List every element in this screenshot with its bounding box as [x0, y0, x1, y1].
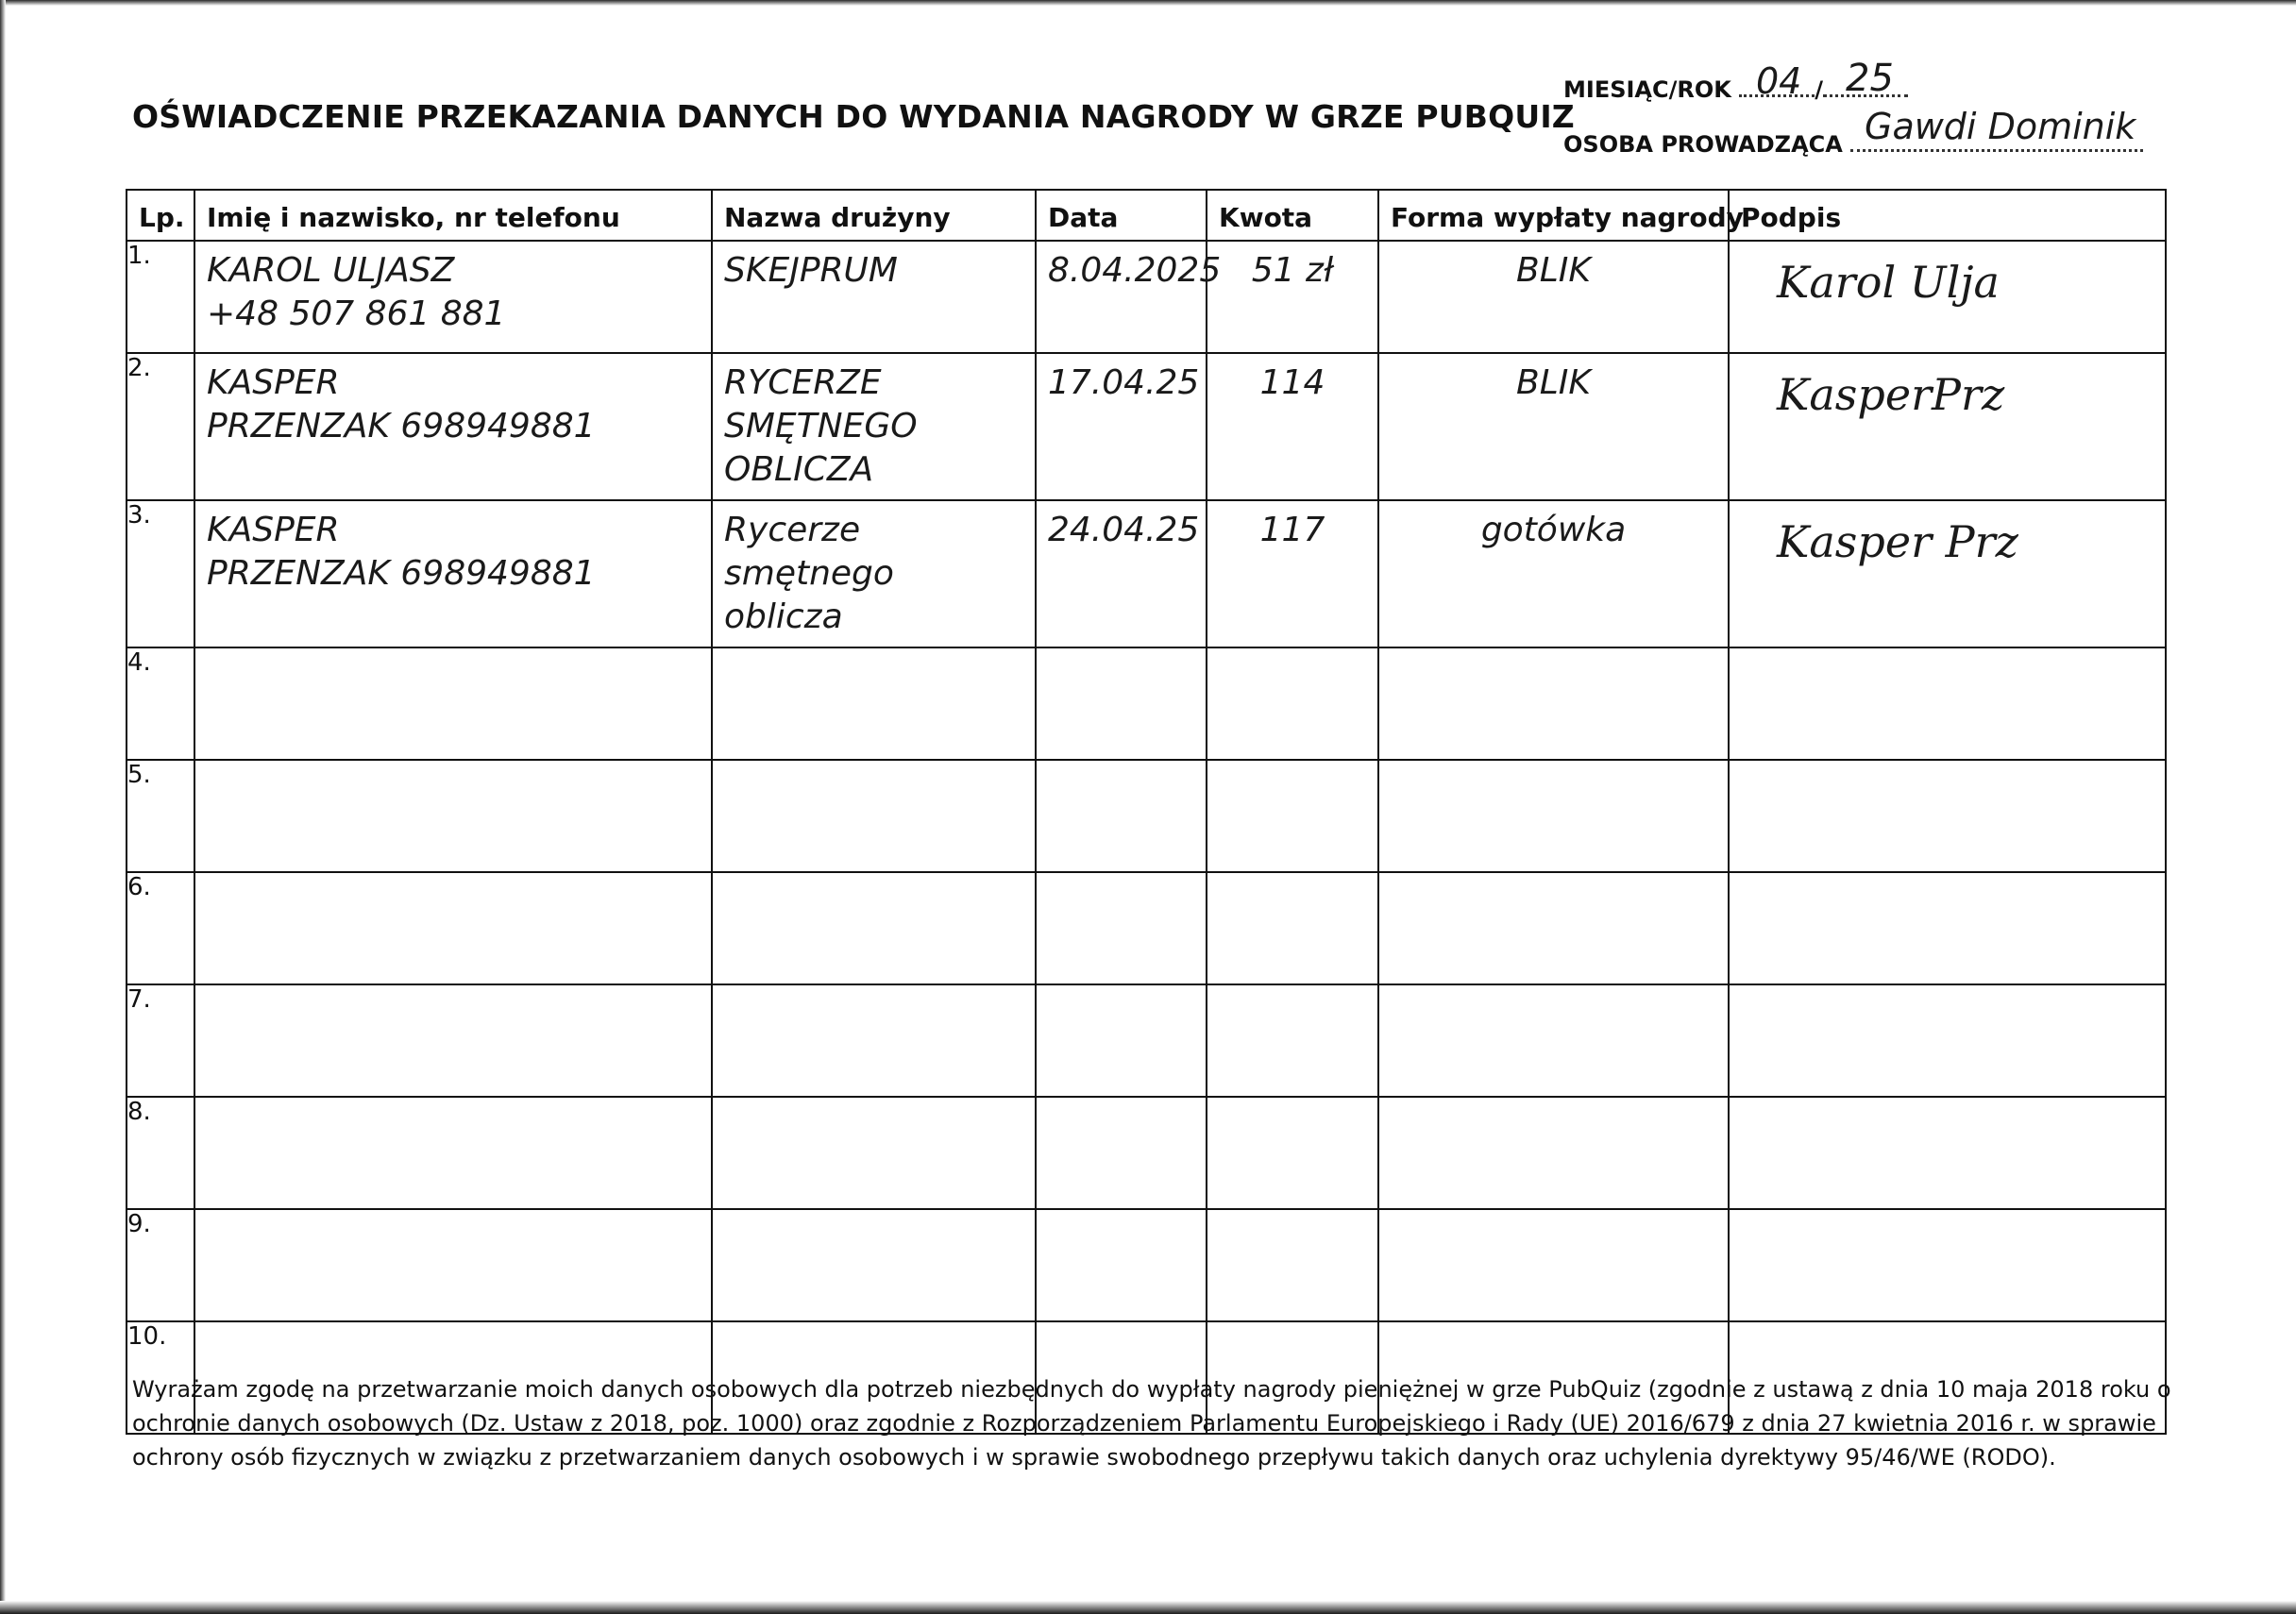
cell-amount-text [1207, 873, 1377, 888]
cell-name-phone-text: KASPER PRZENZAK 698949881 [207, 511, 596, 593]
cell-payout-method [1378, 1097, 1729, 1209]
cell-date [1036, 984, 1207, 1097]
cell-payout-method [1378, 647, 1729, 760]
cell-payout-method-text [1379, 985, 1728, 1000]
table-row [127, 872, 2166, 984]
cell-date-text: 24.04.25 [1048, 511, 1200, 549]
cell-team-text [713, 985, 1035, 1000]
cell-signature-text: Kasper Prz [1777, 516, 2018, 567]
cell-date [1036, 647, 1207, 760]
cell-name-phone-text: KASPER PRZENZAK 698949881 [207, 363, 596, 446]
header-payout-method: Forma wypłaty nagrody [1378, 190, 1729, 241]
table-row [127, 241, 2166, 353]
table-header-row [127, 190, 2166, 241]
cell-name-phone-text [195, 873, 711, 888]
cell-team-text [713, 873, 1035, 888]
cell-name-phone [194, 1097, 712, 1209]
paper-edge-left [0, 0, 6, 1614]
cell-signature [1729, 1209, 2166, 1321]
table-row [127, 353, 2166, 500]
cell-signature-text [1730, 1210, 2165, 1248]
table-row [127, 500, 2166, 647]
row-number: 5. [127, 760, 194, 872]
cell-name-phone-text [195, 648, 711, 664]
header-lp: Lp. [127, 190, 194, 241]
cell-name-phone-text [195, 1098, 711, 1113]
cell-payout-method-text: BLIK [1516, 363, 1591, 402]
cell-team [712, 241, 1036, 353]
cell-payout-method [1378, 760, 1729, 872]
cell-signature-text [1730, 648, 2165, 686]
cell-name-phone-text [195, 1322, 711, 1337]
cell-amount-text: 51 zł [1251, 251, 1334, 290]
table-row [127, 1097, 2166, 1209]
host-label: OSOBA PROWADZĄCA [1563, 131, 1843, 158]
cell-payout-method-text [1379, 1210, 1728, 1225]
cell-signature [1729, 647, 2166, 760]
header-date: Data [1036, 190, 1207, 241]
cell-payout-method [1378, 1209, 1729, 1321]
table-row [127, 984, 2166, 1097]
header-signature: Podpis [1729, 190, 2166, 241]
cell-date-text: 8.04.2025 [1048, 251, 1222, 290]
cell-payout-method-text [1379, 873, 1728, 888]
row-number: 6. [127, 872, 194, 984]
cell-amount [1207, 353, 1378, 500]
cell-team [712, 872, 1036, 984]
cell-payout-method-text: BLIK [1516, 251, 1591, 290]
header-team: Nazwa drużyny [712, 190, 1036, 241]
cell-team-text: SKEJPRUM [724, 251, 898, 290]
cell-name-phone-text [195, 761, 711, 776]
cell-amount-text [1207, 1210, 1377, 1225]
cell-amount [1207, 872, 1378, 984]
cell-amount-text [1207, 1322, 1377, 1337]
cell-name-phone [194, 647, 712, 760]
cell-amount-text [1207, 1098, 1377, 1113]
cell-signature-text [1730, 873, 2165, 911]
cell-date-text: 17.04.25 [1048, 363, 1200, 402]
cell-team [712, 353, 1036, 500]
host-handwritten: Gawdi Dominik [1865, 106, 2136, 147]
cell-payout-method [1378, 241, 1729, 353]
month-year-field: MIESIĄC/ROK / [1563, 74, 1908, 103]
cell-name-phone-text [195, 1210, 711, 1225]
cell-team [712, 1209, 1036, 1321]
cell-date [1036, 353, 1207, 500]
paper-edge-bottom [0, 1601, 2296, 1614]
cell-date-text [1037, 985, 1206, 1000]
cell-signature [1729, 500, 2166, 647]
cell-team-text: Rycerze smętnego oblicza [724, 511, 894, 636]
cell-date [1036, 1097, 1207, 1209]
header-name-phone: Imię i nazwisko, nr telefonu [194, 190, 712, 241]
cell-payout-method [1378, 984, 1729, 1097]
cell-amount-text [1207, 761, 1377, 776]
cell-team-text: RYCERZE SMĘTNEGO OBLICZA [724, 363, 918, 489]
cell-date-text [1037, 873, 1206, 888]
cell-amount [1207, 241, 1378, 353]
cell-team [712, 647, 1036, 760]
cell-amount [1207, 760, 1378, 872]
cell-payout-method-text [1379, 1098, 1728, 1113]
table-row [127, 1209, 2166, 1321]
cell-name-phone-text: KAROL ULJASZ +48 507 861 881 [207, 251, 506, 333]
cell-name-phone [194, 241, 712, 353]
cell-name-phone [194, 500, 712, 647]
cell-payout-method-text [1379, 1322, 1728, 1337]
cell-name-phone [194, 872, 712, 984]
cell-signature [1729, 760, 2166, 872]
row-number: 9. [127, 1209, 194, 1321]
cell-amount-text: 117 [1259, 511, 1325, 549]
cell-amount [1207, 1209, 1378, 1321]
cell-team [712, 984, 1036, 1097]
cell-name-phone [194, 353, 712, 500]
cell-signature [1729, 984, 2166, 1097]
cell-amount-text: 114 [1259, 363, 1325, 402]
cell-name-phone-text [195, 985, 711, 1000]
cell-payout-method [1378, 872, 1729, 984]
row-number: 3. [127, 500, 194, 647]
row-number: 4. [127, 647, 194, 760]
cell-team-text [713, 648, 1035, 664]
table-row [127, 647, 2166, 760]
cell-payout-method [1378, 500, 1729, 647]
table-row [127, 760, 2166, 872]
cell-amount [1207, 647, 1378, 760]
row-number: 2. [127, 353, 194, 500]
paper-edge-top [0, 0, 2296, 6]
month-handwritten: 04 [1756, 60, 1802, 102]
cell-date [1036, 760, 1207, 872]
cell-team [712, 500, 1036, 647]
cell-signature-text: Karol Ulja [1777, 257, 2000, 308]
cell-signature-text [1730, 1098, 2165, 1135]
cell-amount-text [1207, 985, 1377, 1000]
cell-team [712, 760, 1036, 872]
prize-table [126, 189, 2167, 1435]
header-amount: Kwota [1207, 190, 1378, 241]
consent-footer: Wyrażam zgodę na przetwarzanie moich danych osobowych dla potrzeb niezbędnych do wypłaty nagrody pieniężnej w grze PubQuiz (zgodnie z ustawą z dnia 10 maja 2018 roku o ochronie danych osobowych (Dz. Ustaw z 2018, poz. 1000) oraz zgodnie z Rozporządzeniem Parlamentu Europejskiego i Rady (UE) 2016/679 z dnia 27 kwietnia 2016 r. w sprawie ochrony osób fizycznych w związku z przetwarzaniem danych osobowych i w sprawie swobodnego przepływu takich danych oraz uchylenia dyrektywy 95/46/WE (RODO). [132, 1376, 2171, 1471]
cell-date-text [1037, 1098, 1206, 1113]
month-year-label: MIESIĄC/ROK [1563, 76, 1731, 103]
cell-amount [1207, 500, 1378, 647]
cell-date-text [1037, 761, 1206, 776]
cell-date [1036, 1209, 1207, 1321]
cell-name-phone [194, 984, 712, 1097]
cell-date [1036, 500, 1207, 647]
cell-payout-method-text [1379, 648, 1728, 664]
cell-amount [1207, 1097, 1378, 1209]
cell-signature-text: KasperPrz [1777, 369, 2005, 420]
year-handwritten: 25 [1846, 57, 1894, 100]
cell-payout-method-text [1379, 761, 1728, 776]
form-title: OŚWIADCZENIE PRZEKAZANIA DANYCH DO WYDANIA NAGRODY W GRZE PUBQUIZ [132, 98, 1575, 135]
row-number: 7. [127, 984, 194, 1097]
cell-name-phone [194, 760, 712, 872]
cell-team [712, 1097, 1036, 1209]
cell-date [1036, 241, 1222, 353]
cell-amount-text [1207, 648, 1377, 664]
cell-team-text [713, 1098, 1035, 1113]
cell-amount [1207, 984, 1378, 1097]
cell-date-text [1037, 1210, 1206, 1225]
cell-date-text [1037, 648, 1206, 664]
cell-date [1036, 872, 1207, 984]
cell-payout-method [1378, 353, 1729, 500]
row-number: 10. [127, 1321, 194, 1434]
cell-signature-text [1730, 1322, 2165, 1360]
row-number: 8. [127, 1097, 194, 1209]
cell-signature [1729, 241, 2166, 353]
cell-payout-method-text: gotówka [1480, 511, 1627, 549]
cell-signature-text [1730, 985, 2165, 1023]
row-number: 1. [127, 241, 194, 353]
cell-signature [1729, 1097, 2166, 1209]
cell-signature [1729, 353, 2166, 500]
cell-team-text [713, 1322, 1035, 1337]
cell-team-text [713, 761, 1035, 776]
cell-name-phone [194, 1209, 712, 1321]
cell-date-text [1037, 1322, 1206, 1337]
cell-signature [1729, 872, 2166, 984]
cell-signature-text [1730, 761, 2165, 799]
cell-team-text [713, 1210, 1035, 1225]
